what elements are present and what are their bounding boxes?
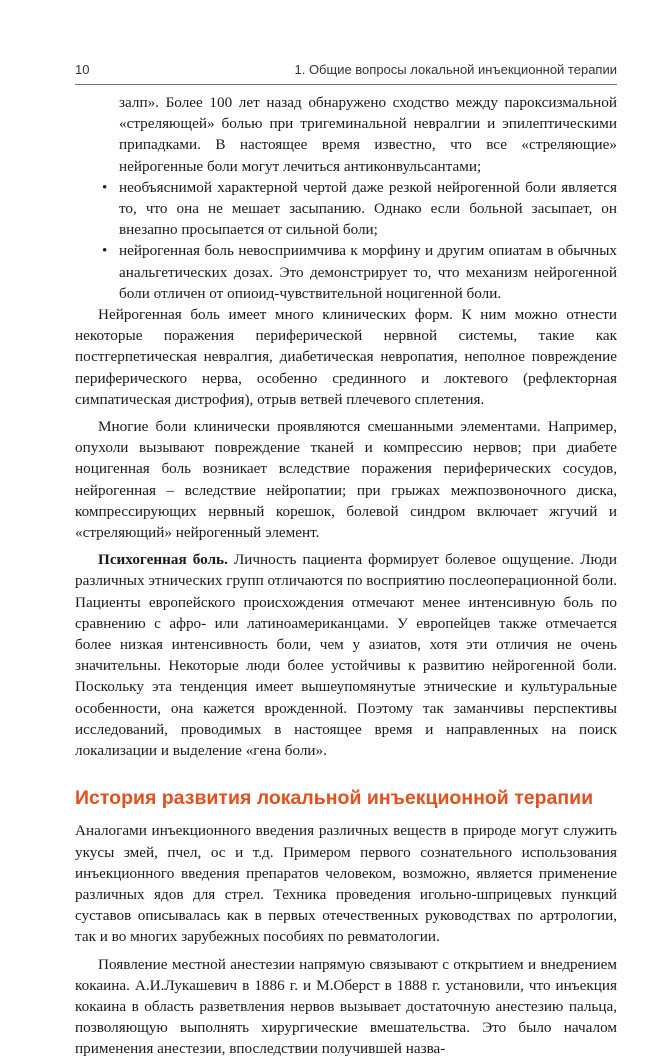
chapter-title: 1. Общие вопросы локальной инъекционной терапии bbox=[294, 62, 617, 77]
list-item bbox=[75, 177, 617, 241]
page-body bbox=[75, 92, 617, 1060]
list-item bbox=[75, 240, 617, 304]
list-item-text: нейрогенная боль невосприимчива к морфину и другим опиатам в обычных анальгетических дозах. Это демонстрирует то, что механизм нейрогенной боли отличен от опиоид-чувствительной ноцигенной боли. bbox=[119, 242, 617, 302]
continued-list-item: залп». Более 100 лет назад обнаружено сходство между пароксизмальной «стреляющей» болью при тригеминальной невралгии и эпилептическими припадками. В настоящее время известно, что все «стреляющие» нейрогенные боли могут лечиться антиконвульсантами; bbox=[119, 94, 617, 175]
paragraph-local-anesthesia: Появление местной анестезии напрямую связывают с открытием и внедрением кокаина. А.И.Лукашевич в 1886 г. и М.Оберст в 1888 г. установили, что инъекция кокаина в область разветвления нервов вызывает достаточную анестезию пальца, позволяющую выполнять хирургические вмешательства. Это было началом применения анестезии, впоследствии получившей назва- bbox=[75, 955, 617, 1058]
paragraph-psychogenic-pain bbox=[75, 549, 617, 761]
paragraph-injection-analogs: Аналогами инъекционного введения различных веществ в природе могут служить укусы змей, пчел, ос и т.д. Примером первого сознательного использования инъекционного введения препаратов человеком, возможно, является применение различных ядов для стрел. Техника проведения игольно-шприцевых пункций суставов описывалась как в первых отечественных руководствах по артрологии, так и во многих зарубежных пособиях по ревматологии. bbox=[75, 822, 617, 946]
running-header bbox=[75, 62, 617, 77]
section-heading: История развития локальной инъекционной терапии bbox=[75, 787, 594, 810]
paragraph-text: Личность пациента формирует болевое ощущение. Люди различных этнических групп отличаются по восприятию послеоперационной боли. Пациенты европейского происхождения отмечают менее интенсивную боль по сравнению с афро- или латиноамериканцами. У европейцев также отмечается более низкая интенсивность боли, чем у азиатов, хотя эти отличия не очень значительны. Некоторые люди более устойчивы к развитию нейрогенной боли. Поскольку эта тенденция имеет вышеупомянутые этнические и культуральные особенности, она кажется врожденной. Поэтому так заманчивы перспективы исследований, проводимых в настоящее время и направленных на поиск локализации и выделение «гена боли». bbox=[75, 551, 617, 760]
page-number: 10 bbox=[75, 62, 90, 77]
list-item-text: необъяснимой характерной чертой даже резкой нейрогенной боли является то, что она не мешает засыпанию. Однако если больной засыпает, он внезапно просыпается от сильной боли; bbox=[119, 178, 617, 239]
header-rule bbox=[75, 84, 617, 85]
run-in-term: Психогенная боль. bbox=[98, 551, 228, 569]
paragraph-mixed-pain: Многие боли клинически проявляются смешанными элементами. Например, опухоли вызывают повреждение тканей и компрессию нервов; при диабете ноцигенная боль возникает вследствие поражения периферических сосудов, нейрогенная – вследствие нейропатии; при грыжах межпозвоночного диска, компрессирующих нервный корешок, болевой синдром включает жгучий и «стреляющий» нейрогенный элемент. bbox=[75, 418, 617, 542]
bullet-marker: • bbox=[102, 242, 108, 260]
bullet-marker: • bbox=[102, 178, 108, 196]
paragraph-neurogenic-forms: Нейрогенная боль имеет много клинических форм. К ним можно отнести некоторые поражения периферической нервной системы, такие как постгерпетическая невралгия, диабетическая невропатия, неполное повреждение периферического нерва, особенно срединного и локтевого (рефлекторная симпатическая дистрофия), отрыв ветвей плечевого сплетения. bbox=[75, 306, 617, 408]
